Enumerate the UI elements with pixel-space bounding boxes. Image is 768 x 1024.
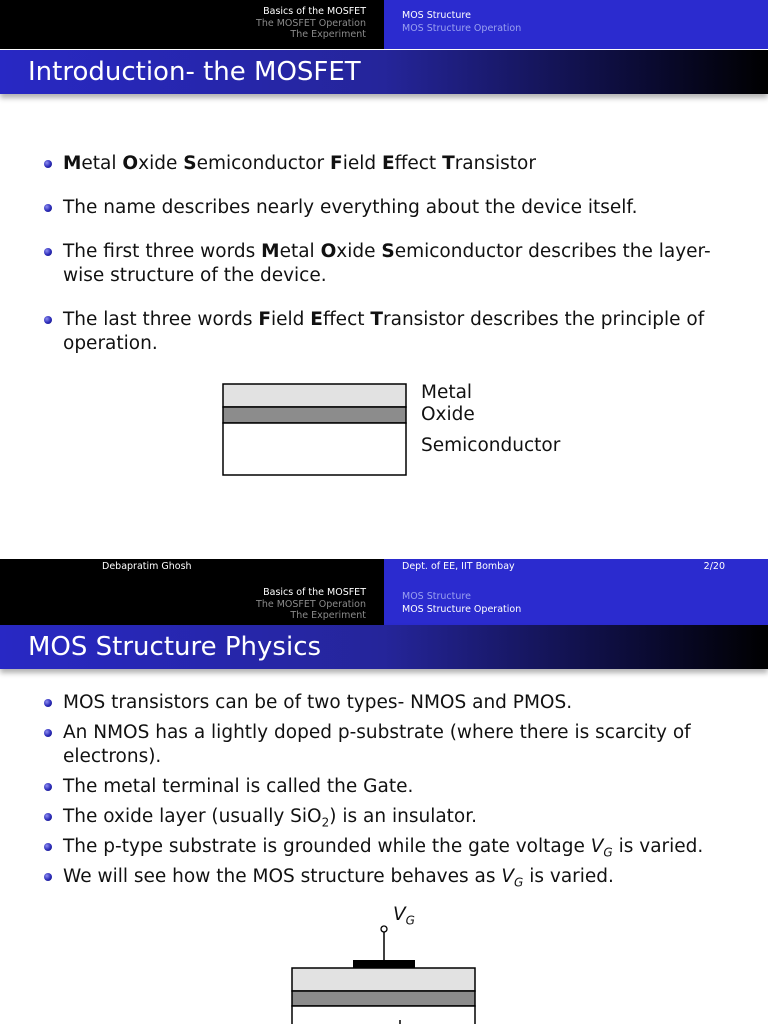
metal-label: Metal <box>421 382 473 403</box>
mos-gate-diagram <box>0 559 768 1024</box>
nav-subsection-mos-operation[interactable]: MOS Structure Operation <box>402 603 522 615</box>
nav-section-basics[interactable]: Basics of the MOSFET <box>263 6 366 17</box>
nav-section-basics[interactable]: Basics of the MOSFET <box>263 587 366 598</box>
nav-section-experiment[interactable]: The Experiment <box>290 610 366 621</box>
metal-layer <box>292 968 475 991</box>
gate-contact <box>353 960 415 968</box>
footer-author: Debapratim Ghosh <box>0 559 384 581</box>
nav-section-operation[interactable]: The MOSFET Operation <box>256 17 366 29</box>
list-item: The oxide layer (usually SiO$_2$) is an insulator. <box>44 805 734 829</box>
oxide-layer <box>223 407 406 423</box>
oxide-layer <box>292 991 475 1006</box>
list-item: The last three words Field Effect Transistor describes the principle of operation. <box>44 308 734 356</box>
gate-voltage-label: $V_G$ <box>393 904 415 928</box>
semiconductor-layer <box>223 423 406 475</box>
gate-terminal <box>381 926 387 932</box>
page-number: 2/20 <box>703 561 725 572</box>
list-item: We will see how the MOS structure behaves as $V_G$ is varied. <box>44 865 734 889</box>
list-item: The p-type substrate is grounded while the gate voltage $V_G$ is varied. <box>44 835 734 859</box>
nav-section-operation[interactable]: The MOSFET Operation <box>256 598 366 610</box>
metal-layer <box>223 384 406 407</box>
nav-subsection-mos-operation[interactable]: MOS Structure Operation <box>402 22 522 34</box>
nav-section-experiment[interactable]: The Experiment <box>290 29 366 40</box>
nav-subsection-mos-structure[interactable]: MOS Structure <box>402 10 471 21</box>
oxide-label: Oxide <box>421 404 475 425</box>
list-item: The name describes nearly everything about the device itself. <box>44 196 734 220</box>
list-item: An NMOS has a lightly doped p-substrate (where there is scarcity of electrons). <box>44 721 734 769</box>
list-item: MOS transistors can be of two types- NMOS and PMOS. <box>44 691 734 715</box>
substrate-layer <box>292 1006 475 1024</box>
nav-subsection-mos-structure[interactable]: MOS Structure <box>402 591 471 602</box>
semiconductor-label: Semiconductor <box>421 435 561 456</box>
list-item: Metal Oxide Semiconductor Field Effect Transistor <box>44 152 734 176</box>
list-item: The metal terminal is called the Gate. <box>44 775 734 799</box>
footer-dept: Dept. of EE, IIT Bombay <box>402 561 515 572</box>
slide-title: Introduction- the MOSFET <box>0 50 768 94</box>
list-item: The first three words Metal Oxide Semiconductor describes the layer-wise structure of the device. <box>44 240 734 288</box>
slide-title: MOS Structure Physics <box>0 625 768 669</box>
slide-2 <box>0 559 768 1024</box>
